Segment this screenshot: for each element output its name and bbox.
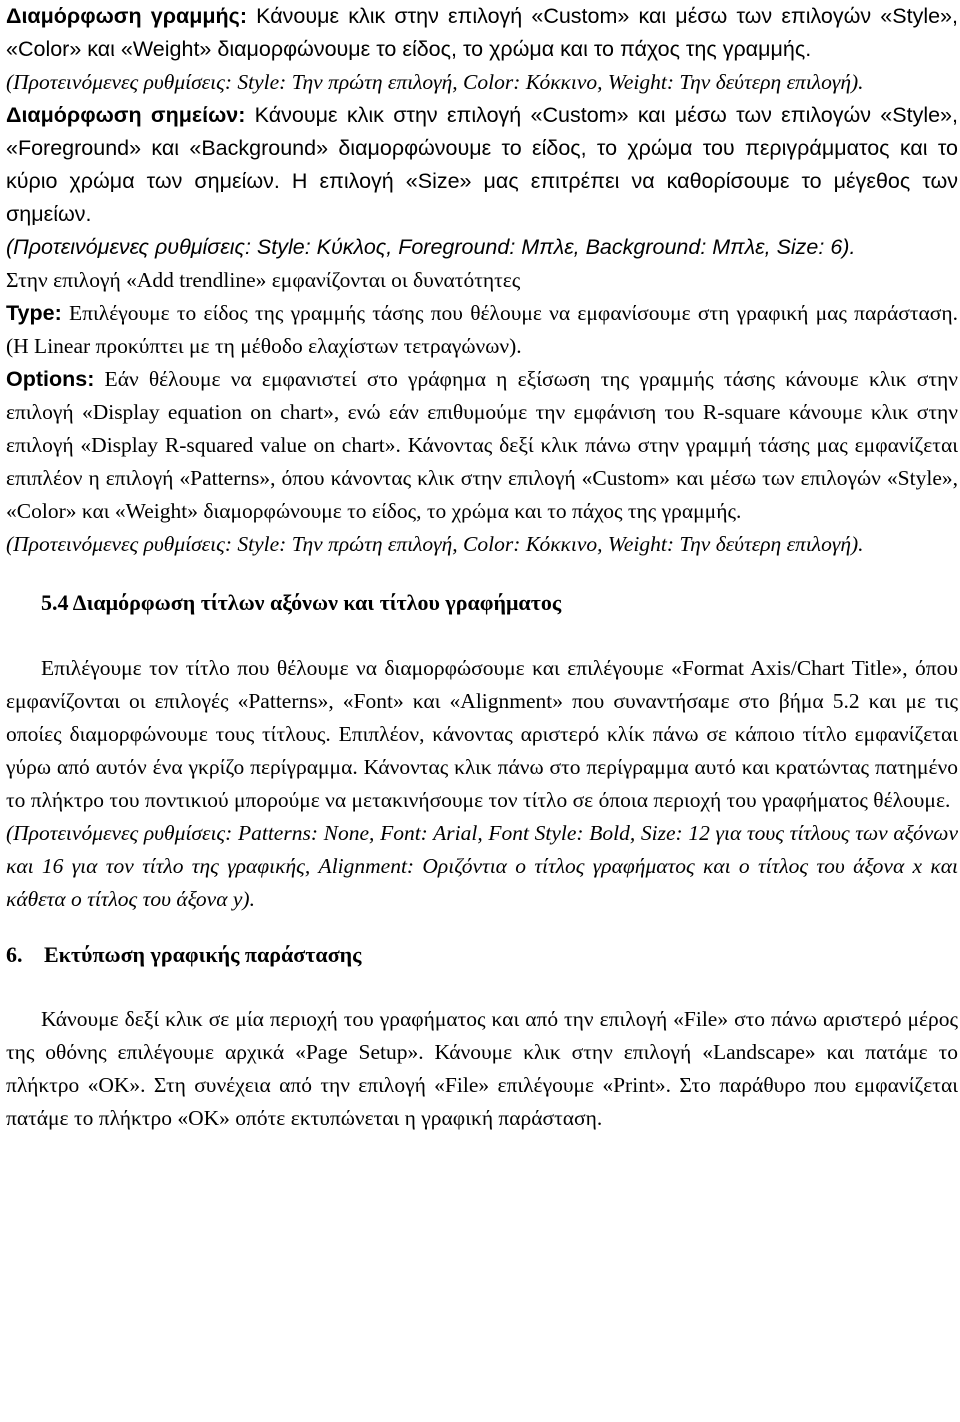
trendline-type-paragraph [6,297,958,363]
line-format-text: Κάνουμε κλικ στην επιλογή «Custom» και μέσω των επιλογών «Style», «Color» και «Weight» διαμορφώνουμε το είδος, το χρώμα και το πάχος της γραμμής. [6,4,958,61]
marker-format-suggested: (Προτεινόμενες ρυθμίσεις: Style: Κύκλος, Foreground: Μπλε, Background: Μπλε, Size: 6). [6,235,856,259]
section-6-number: 6. [6,942,23,967]
line-format-paragraph [6,0,958,66]
section-5-4-body: Επιλέγουμε τον τίτλο που θέλουμε να διαμορφώσουμε και επιλέγουμε «Format Axis/Chart Title», όπου εμφανίζονται οι επιλογές «Patterns», «Font» και «Alignment» που συναντήσαμε στο βήμα 5.2 και με τις οποίες διαμορφώνουμε τους τίτλους. Επιπλέον, κάνοντας αριστερό κλίκ πάνω σε κάποιο τίτλο εμφανίζεται γύρω από αυτόν ένα γκρίζο περίγραμμα. Κάνοντας κλικ πάνω στο περίγραμμα αυτό και κρατώντας πατημένο το πλήκτρο του ποντικιού μπορούμε να μετακινήσουμε τον τίτλο σε όποια περιοχή του γραφήματος θέλουμε. [6,656,958,812]
trendline-options-label: Options: [6,367,95,391]
trendline-intro: Στην επιλογή «Add trendline» εμφανίζονται οι δυνατότητες [6,268,521,292]
marker-format-text: Κάνουμε κλικ στην επιλογή «Custom» και μέσω των επιλογών «Style», «Foreground» και «Background» διαμορφώνουμε το είδος, το χρώμα του περιγράμματος και το κύριο χρώμα των σημείων. Η επιλογή «Size» μας επιτρέπει να καθορίσουμε το μέγεθος των σημείων. [6,103,958,226]
section-6-body: Κάνουμε δεξί κλικ σε μία περιοχή του γραφήματος και από την επιλογή «File» στο πάνω αριστερό μέρος της οθόνης επιλέγουμε αρχικά «Page Setup». Κάνουμε κλικ στην επιλογή «Landscape» και πατάμε το πλήκτρο «ΟΚ». Στη συνέχεια από την επιλογή «File» επιλέγουμε «Print». Στο παράθυρο που εμφανίζεται πατάμε το πλήκτρο «ΟΚ» οπότε εκτυπώνεται η γραφική παράσταση. [6,1007,958,1130]
trendline-options-paragraph [6,363,958,528]
line-format-label: Διαμόρφωση γραμμής: [6,4,247,28]
marker-format-label: Διαμόρφωση σημείων: [6,103,246,127]
marker-format-paragraph [6,99,958,231]
line-format-suggested: (Προτεινόμενες ρυθμίσεις: Style: Την πρώτη επιλογή, Color: Κόκκινο, Weight: Την δεύτερη επιλογή). [6,70,864,94]
trendline-type-label: Type: [6,301,62,325]
section-5-4-suggested: (Προτεινόμενες ρυθμίσεις: Patterns: None, Font: Arial, Font Style: Bold, Size: 12 για τους τίτλους των αξόνων και 16 για τον τίτλο της γραφικής, Alignment: Οριζόντια ο τίτλος γραφήματος και ο τίτλος του άξονα x και κάθετα ο τίτλος του άξονα y). [6,821,958,911]
section-6-title: Εκτύπωση γραφικής παράστασης [44,942,362,967]
section-5-4-heading: 5.4 Διαμόρφωση τίτλων αξόνων και τίτλου γραφήματος [41,590,562,615]
trendline-patterns-text: Κάνοντας δεξί κλικ πάνω στην γραμμή τάσης μας εμφανίζεται επιπλέον η επιλογή «Patterns», όπου κάνοντας κλικ στην επιλογή «Custom» και μέσω των επιλογών «Style», «Color» και «Weight» διαμορφώνουμε το είδος, το χρώμα και το πάχος της γραμμής. [6,433,958,523]
trendline-type-text: Επιλέγουμε το είδος της γραμμής τάσης που θέλουμε να εμφανίσουμε στη γραφική μας παράσταση. (Η Linear προκύπτει με τη μέθοδο ελαχίστων τετραγώνων). [6,301,958,358]
trendline-suggested: (Προτεινόμενες ρυθμίσεις: Style: Την πρώτη επιλογή, Color: Κόκκινο, Weight: Την δεύτερη επιλογή). [6,532,864,556]
trendline-options-text: Εάν θέλουμε να εμφανιστεί στο γράφημα η εξίσωση της γραμμής τάσης κάνουμε κλικ στην επιλογή «Display equation on chart», ενώ εάν επιθυμούμε την εμφάνιση του R-square κάνουμε κλικ στην επιλογή «Display R-squared value on chart». [6,367,958,457]
section-6-heading [6,940,958,970]
